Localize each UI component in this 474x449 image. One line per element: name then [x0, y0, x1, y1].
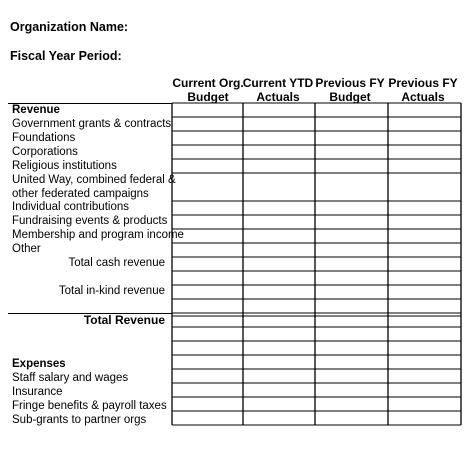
budget-entry-cell[interactable]	[173, 328, 242, 340]
total-revenue-label: Total Revenue	[83, 313, 165, 327]
budget-entry-cell[interactable]	[389, 244, 460, 256]
budget-entry-cell[interactable]	[316, 132, 387, 144]
budget-entry-cell[interactable]	[173, 300, 242, 312]
fiscal-year-period-label: Fiscal Year Period:	[10, 49, 122, 63]
budget-entry-cell[interactable]	[316, 118, 387, 130]
column-header-line-2: Actuals	[256, 90, 300, 104]
budget-entry-cell[interactable]	[316, 146, 387, 158]
budget-entry-cell[interactable]	[173, 356, 242, 368]
revenue-item-federated-campaigns: other federated campaigns	[12, 188, 149, 200]
budget-entry-cell[interactable]	[316, 384, 387, 396]
budget-entry-cell[interactable]	[244, 118, 314, 130]
budget-entry-cell[interactable]	[316, 286, 387, 298]
budget-entry-cell[interactable]	[316, 202, 387, 214]
budget-entry-cell[interactable]	[244, 314, 314, 326]
budget-entry-cell[interactable]	[389, 216, 460, 228]
budget-entry-cell[interactable]	[389, 398, 460, 410]
budget-entry-cell[interactable]	[173, 398, 242, 410]
revenue-item-government-grants: Government grants & contracts	[12, 118, 172, 130]
budget-entry-cell[interactable]	[389, 370, 460, 382]
budget-entry-cell[interactable]	[389, 272, 460, 284]
budget-entry-cell[interactable]	[389, 132, 460, 144]
budget-entry-cell[interactable]	[244, 398, 314, 410]
budget-entry-cell[interactable]	[173, 314, 242, 326]
column-header-line-1: Current Org.	[172, 76, 244, 90]
budget-entry-cell[interactable]	[244, 370, 314, 382]
budget-entry-cell[interactable]	[244, 272, 314, 284]
budget-entry-cell[interactable]	[389, 258, 460, 270]
revenue-item-fundraising-events: Fundraising events & products	[12, 215, 168, 227]
budget-entry-cell[interactable]	[389, 286, 460, 298]
total-inkind-revenue-label: Total in-kind revenue	[58, 285, 165, 297]
budget-entry-cell[interactable]	[316, 412, 387, 424]
budget-entry-cell[interactable]	[316, 356, 387, 368]
revenue-item-individual-contributions: Individual contributions	[12, 201, 129, 213]
budget-entry-cell[interactable]	[244, 356, 314, 368]
budget-entry-cell[interactable]	[173, 160, 242, 172]
budget-entry-cell[interactable]	[244, 230, 314, 242]
budget-entry-cell[interactable]	[316, 216, 387, 228]
revenue-item-religious-institutions: Religious institutions	[12, 160, 117, 172]
organization-name-label: Organization Name:	[10, 20, 129, 34]
budget-entry-cell[interactable]	[389, 314, 460, 326]
budget-entry-cell[interactable]	[173, 118, 242, 130]
budget-entry-cell[interactable]	[244, 174, 314, 200]
budget-entry-cell[interactable]	[244, 286, 314, 298]
budget-entry-cell[interactable]	[389, 160, 460, 172]
budget-entry-cell[interactable]	[244, 132, 314, 144]
budget-entry-cell[interactable]	[389, 328, 460, 340]
budget-entry-cell[interactable]	[389, 384, 460, 396]
budget-entry-cell[interactable]	[244, 384, 314, 396]
budget-entry-cell[interactable]	[173, 342, 242, 354]
budget-entry-cell[interactable]	[316, 104, 387, 116]
budget-entry-cell[interactable]	[316, 258, 387, 270]
budget-entry-cell[interactable]	[316, 230, 387, 242]
budget-entry-cell[interactable]	[244, 300, 314, 312]
revenue-item-foundations: Foundations	[12, 132, 76, 144]
budget-entry-cell[interactable]	[244, 216, 314, 228]
budget-entry-cell[interactable]	[316, 160, 387, 172]
revenue-heading: Revenue	[12, 104, 60, 116]
budget-entry-cell[interactable]	[316, 342, 387, 354]
budget-entry-cell[interactable]	[173, 286, 242, 298]
expenses-heading: Expenses	[12, 358, 66, 370]
budget-entry-cell[interactable]	[316, 244, 387, 256]
budget-entry-cell[interactable]	[173, 384, 242, 396]
budget-entry-cell[interactable]	[173, 174, 242, 200]
budget-entry-cell[interactable]	[389, 342, 460, 354]
budget-entry-cell[interactable]	[244, 328, 314, 340]
column-header-line-2: Budget	[187, 90, 229, 104]
budget-entry-cell[interactable]	[173, 412, 242, 424]
budget-entry-cell[interactable]	[316, 328, 387, 340]
budget-entry-cell[interactable]	[389, 230, 460, 242]
budget-entry-cell[interactable]	[244, 258, 314, 270]
total-cash-revenue-label: Total cash revenue	[68, 257, 165, 269]
column-header-line-2: Actuals	[401, 90, 445, 104]
budget-entry-cell[interactable]	[389, 300, 460, 312]
budget-entry-cell[interactable]	[389, 146, 460, 158]
budget-entry-cell[interactable]	[389, 202, 460, 214]
revenue-item-membership-program-income: Membership and program income	[12, 229, 184, 241]
budget-entry-cell[interactable]	[316, 370, 387, 382]
expense-item-fringe-benefits: Fringe benefits & payroll taxes	[12, 400, 167, 412]
budget-entry-cell[interactable]	[389, 174, 460, 200]
budget-entry-cell[interactable]	[173, 258, 242, 270]
revenue-item-corporations: Corporations	[12, 146, 78, 158]
budget-entry-cell[interactable]	[389, 412, 460, 424]
budget-entry-cell[interactable]	[173, 146, 242, 158]
budget-entry-cell[interactable]	[316, 398, 387, 410]
budget-entry-cell[interactable]	[173, 272, 242, 284]
budget-entry-cell[interactable]	[244, 104, 314, 116]
budget-entry-cell[interactable]	[173, 202, 242, 214]
budget-entry-cell[interactable]	[244, 146, 314, 158]
budget-entry-cell[interactable]	[389, 118, 460, 130]
column-header-line-1: Previous FY	[388, 76, 458, 90]
budget-entry-cell[interactable]	[244, 160, 314, 172]
budget-entry-cell[interactable]	[244, 342, 314, 354]
expense-item-sub-grants: Sub-grants to partner orgs	[12, 414, 147, 426]
budget-entry-cell[interactable]	[173, 216, 242, 228]
revenue-item-united-way: United Way, combined federal &	[12, 174, 176, 186]
revenue-item-other: Other	[12, 243, 41, 255]
expense-item-staff-salary: Staff salary and wages	[12, 372, 129, 384]
budget-entry-cell[interactable]	[173, 132, 242, 144]
column-header-line-1: Current YTD	[242, 76, 314, 90]
budget-entry-cell[interactable]	[173, 104, 242, 116]
budget-entry-cell[interactable]	[244, 412, 314, 424]
budget-entry-cell[interactable]	[244, 202, 314, 214]
column-header-line-1: Previous FY	[315, 76, 385, 90]
budget-entry-cell[interactable]	[316, 174, 387, 200]
budget-entry-cell[interactable]	[316, 314, 387, 326]
expense-item-insurance: Insurance	[12, 386, 63, 398]
budget-entry-cell[interactable]	[389, 104, 460, 116]
budget-entry-cell[interactable]	[389, 356, 460, 368]
budget-entry-cell[interactable]	[244, 244, 314, 256]
column-header-line-2: Budget	[329, 90, 371, 104]
budget-entry-cell[interactable]	[316, 272, 387, 284]
budget-entry-cell[interactable]	[316, 300, 387, 312]
budget-entry-cell[interactable]	[173, 244, 242, 256]
budget-entry-cell[interactable]	[173, 370, 242, 382]
